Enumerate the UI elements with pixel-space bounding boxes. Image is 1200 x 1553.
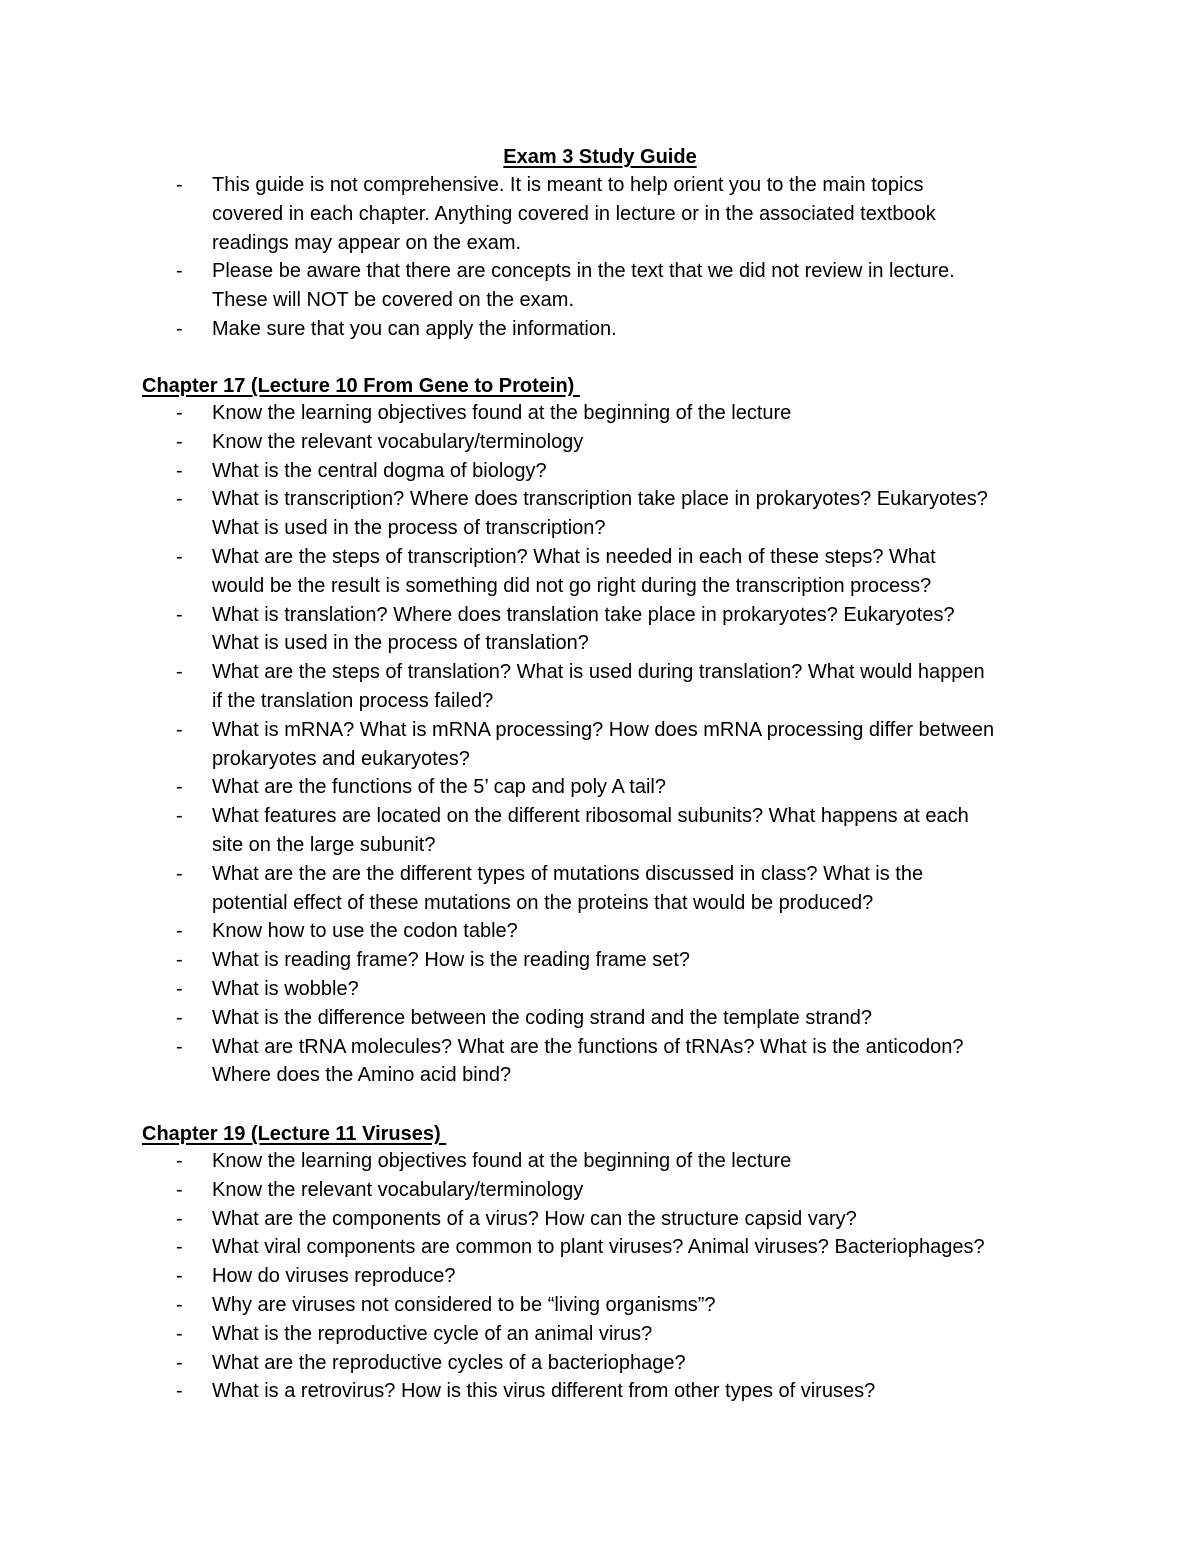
list-item: - What is the central dogma of biology? bbox=[172, 457, 1072, 486]
list-item: - What is transcription? Where does transcription take place in prokaryotes? Eukaryotes? What is used in the process of transcription? bbox=[172, 485, 1072, 543]
list-item: - Know the relevant vocabulary/terminology bbox=[172, 1176, 1072, 1205]
list-item: - What are the components of a virus? How can the structure capsid vary? bbox=[172, 1205, 1072, 1234]
intro-item: - This guide is not comprehensive. It is meant to help orient you to the main topics covered in each chapter. Anything covered in lecture or in the associated textbook readings may appear on the exam. bbox=[172, 171, 1072, 257]
chapter-19-list bbox=[172, 1147, 1072, 1406]
chapter-19-heading: Chapter 19 (Lecture 11 Viruses) bbox=[142, 1123, 447, 1145]
list-item: - Know how to use the codon table? bbox=[172, 917, 1072, 946]
list-item: - What is mRNA? What is mRNA processing? How does mRNA processing differ between prokaryotes and eukaryotes? bbox=[172, 716, 1072, 774]
list-item: - What is wobble? bbox=[172, 975, 1072, 1004]
list-item: - What are tRNA molecules? What are the functions of tRNAs? What is the anticodon? Where does the Amino acid bind? bbox=[172, 1033, 1072, 1091]
list-item: - What is the reproductive cycle of an animal virus? bbox=[172, 1320, 1072, 1349]
list-item: - What are the are the different types of mutations discussed in class? What is the potential effect of these mutations on the proteins that would be produced? bbox=[172, 860, 1072, 918]
list-item: - Why are viruses not considered to be “living organisms”? bbox=[172, 1291, 1072, 1320]
list-item: - How do viruses reproduce? bbox=[172, 1262, 1072, 1291]
list-item: - What is translation? Where does translation take place in prokaryotes? Eukaryotes? What is used in the process of translation? bbox=[172, 601, 1072, 659]
list-item: - What is reading frame? How is the reading frame set? bbox=[172, 946, 1072, 975]
list-item: - What viral components are common to plant viruses? Animal viruses? Bacteriophages? bbox=[172, 1233, 1072, 1262]
chapter-17-list bbox=[172, 399, 1072, 1090]
list-item: - What features are located on the different ribosomal subunits? What happens at each site on the large subunit? bbox=[172, 802, 1072, 860]
list-item: - What are the reproductive cycles of a bacteriophage? bbox=[172, 1349, 1072, 1378]
list-item: - Know the learning objectives found at the beginning of the lecture bbox=[172, 399, 1072, 428]
intro-list bbox=[172, 171, 1072, 344]
chapter-17-heading: Chapter 17 (Lecture 10 From Gene to Protein) bbox=[142, 375, 580, 397]
list-item: - What is the difference between the coding strand and the template strand? bbox=[172, 1004, 1072, 1033]
list-item: - Know the learning objectives found at the beginning of the lecture bbox=[172, 1147, 1072, 1176]
list-item: - What are the steps of translation? What is used during translation? What would happen if the translation process failed? bbox=[172, 658, 1072, 716]
document-title: Exam 3 Study Guide bbox=[503, 146, 697, 168]
intro-item: - Please be aware that there are concepts in the text that we did not review in lecture. These will NOT be covered on the exam. bbox=[172, 257, 1072, 315]
list-item: - What are the functions of the 5’ cap and poly A tail? bbox=[172, 773, 1072, 802]
intro-item: - Make sure that you can apply the information. bbox=[172, 315, 1072, 344]
list-item: - What is a retrovirus? How is this virus different from other types of viruses? bbox=[172, 1377, 1072, 1406]
list-item: - What are the steps of transcription? What is needed in each of these steps? What would be the result is something did not go right during the transcription process? bbox=[172, 543, 1072, 601]
list-item: - Know the relevant vocabulary/terminology bbox=[172, 428, 1072, 457]
